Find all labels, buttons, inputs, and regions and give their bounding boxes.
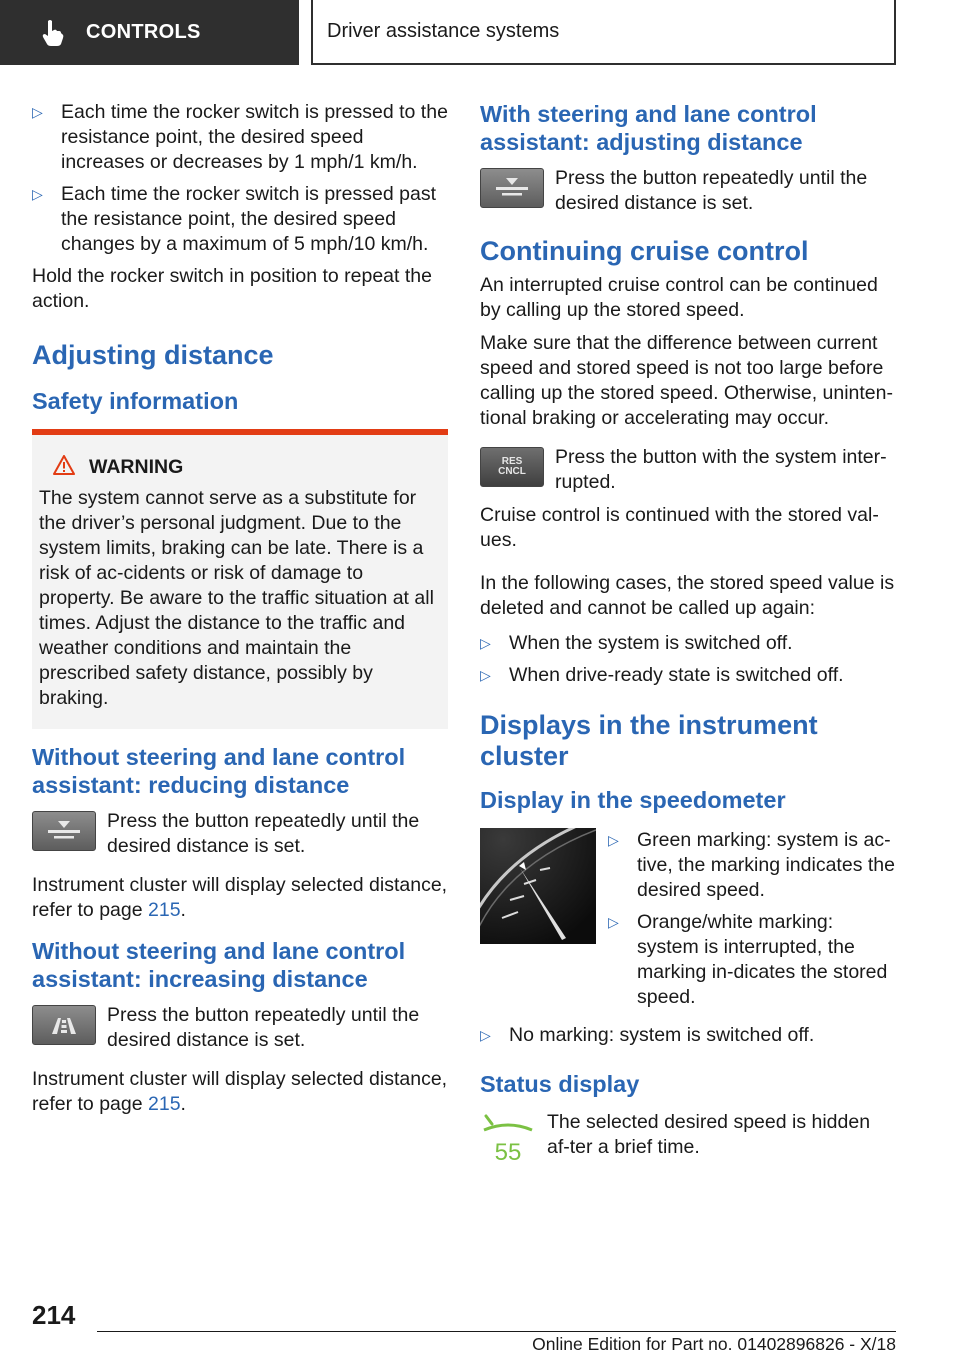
status-row: 55 The selected desired speed is hidden af‐ter a brief time. [480,1110,895,1166]
list-item: ▷ Green marking: system is ac‐tive, the marking indicates the desired speed. [608,829,895,901]
page-number: 214 [32,1300,76,1330]
right-column [480,100,895,1166]
res-button-row: RES CNCL Press the button with the system inter‐rupted. [480,445,895,495]
page-link[interactable]: 215 [148,1093,181,1115]
cases-intro: In the following cases, the stored speed value is deleted and cannot be called up again: [480,572,895,619]
footer-divider [97,1331,896,1332]
triangle-bullet-icon: ▷ [608,914,619,930]
continuing-paragraph-1: An interrupted cruise control can be continued by calling up the stored speed. [480,274,878,321]
heading-continuing-cruise: Continuing cruise control [480,236,809,266]
triangle-bullet-icon: ▷ [608,832,619,848]
continuing-paragraph-2: Make sure that the difference between current speed and stored speed is not too large before calling up the stored speed. Otherwise, uninten‐tional braking or accelerating may occur. [480,332,893,429]
triangle-bullet-icon: ▷ [480,667,491,683]
triangle-bullet-icon: ▷ [480,635,491,651]
list-item: ▷ Each time the rocker switch is pressed past the resistance point, the desired speed changes by a maximum of 5 mph/10 km/h. [32,183,436,255]
with-steering-row: Press the button repeatedly until the desired distance is set. [480,166,895,216]
warning-box [32,435,448,729]
svg-text:55: 55 [494,1139,522,1166]
reducing-reference: Instrument cluster will display selected distance, refer to page 215. [32,874,448,921]
hand-pointer-icon [40,18,66,48]
warning-header [53,455,441,480]
warning-title: WARNING [89,456,184,478]
reduce-distance-row: Press the button repeatedly until the desired distance is set. [32,809,448,859]
distance-increase-button-icon [32,1005,96,1045]
heading-status-display: Status display [480,1071,640,1097]
heading-adjusting-distance: Adjusting distance [32,340,274,370]
heading-reducing-distance: Without steering and lane control assistant: reducing distance [32,744,406,798]
continued-paragraph: Cruise control is continued with the stored val‐ues. [480,504,879,551]
distance-adjust-button-icon [480,168,544,208]
chapter-title: Driver assistance systems [327,20,560,42]
footer-edition: Online Edition for Part no. 01402896826 - X/18 [532,1334,896,1354]
triangle-bullet-icon: ▷ [32,186,43,202]
triangle-bullet-icon: ▷ [32,104,43,120]
list-item: ▷ Orange/white marking: system is interrupted, the marking in‐dicates the stored speed. [608,911,888,1008]
hold-paragraph: Hold the rocker switch in position to repeat the action. [32,265,432,312]
heading-displays: Displays in the instrument cluster [480,710,818,771]
speedometer-row [480,828,895,1017]
chapter-header [311,0,896,65]
page-link[interactable]: 215 [148,899,181,921]
warning-text: The system cannot serve as a substitute for the driver’s personal judgment. Due to the system limits, braking can be late. There is a risk of ac‐cidents or risk of damage to property. Be aware to the traffic situation at all times. Adjust the distance to the traffic and weather conditions and maintain the prescribed safety distance, possibly by braking. [39,487,434,709]
list-item: ▷ When drive-ready state is switched off. [480,664,844,686]
increasing-reference: Instrument cluster will display selected distance, refer to page 215. [32,1068,448,1115]
list-item: ▷ No marking: system is switched off. [480,1024,815,1046]
cruise-speed-status-icon [480,1110,536,1166]
heading-increasing-distance: Without steering and lane control assistant: increasing distance [32,938,406,992]
section-title: CONTROLS [86,21,201,43]
warning-triangle-icon [53,455,75,480]
speedometer-image [480,828,596,944]
list-item: ▷ When the system is switched off. [480,632,793,654]
left-column [32,100,448,1125]
section-tab [0,0,299,65]
distance-decrease-button-icon [32,811,96,851]
speedometer-items [608,828,895,1017]
increase-distance-row: Press the button repeatedly until the desired distance is set. [32,1003,448,1053]
heading-speedometer: Display in the speedometer [480,787,786,813]
res-cncl-button-icon: RES CNCL [480,447,544,487]
list-item: ▷ Each time the rocker switch is pressed to the resistance point, the desired speed increases or decreases by 1 mph/1 km/h. [32,101,448,173]
triangle-bullet-icon: ▷ [480,1027,491,1043]
heading-with-steering: With steering and lane control assistant: adjusting distance [480,101,817,155]
heading-safety-information: Safety information [32,388,239,414]
